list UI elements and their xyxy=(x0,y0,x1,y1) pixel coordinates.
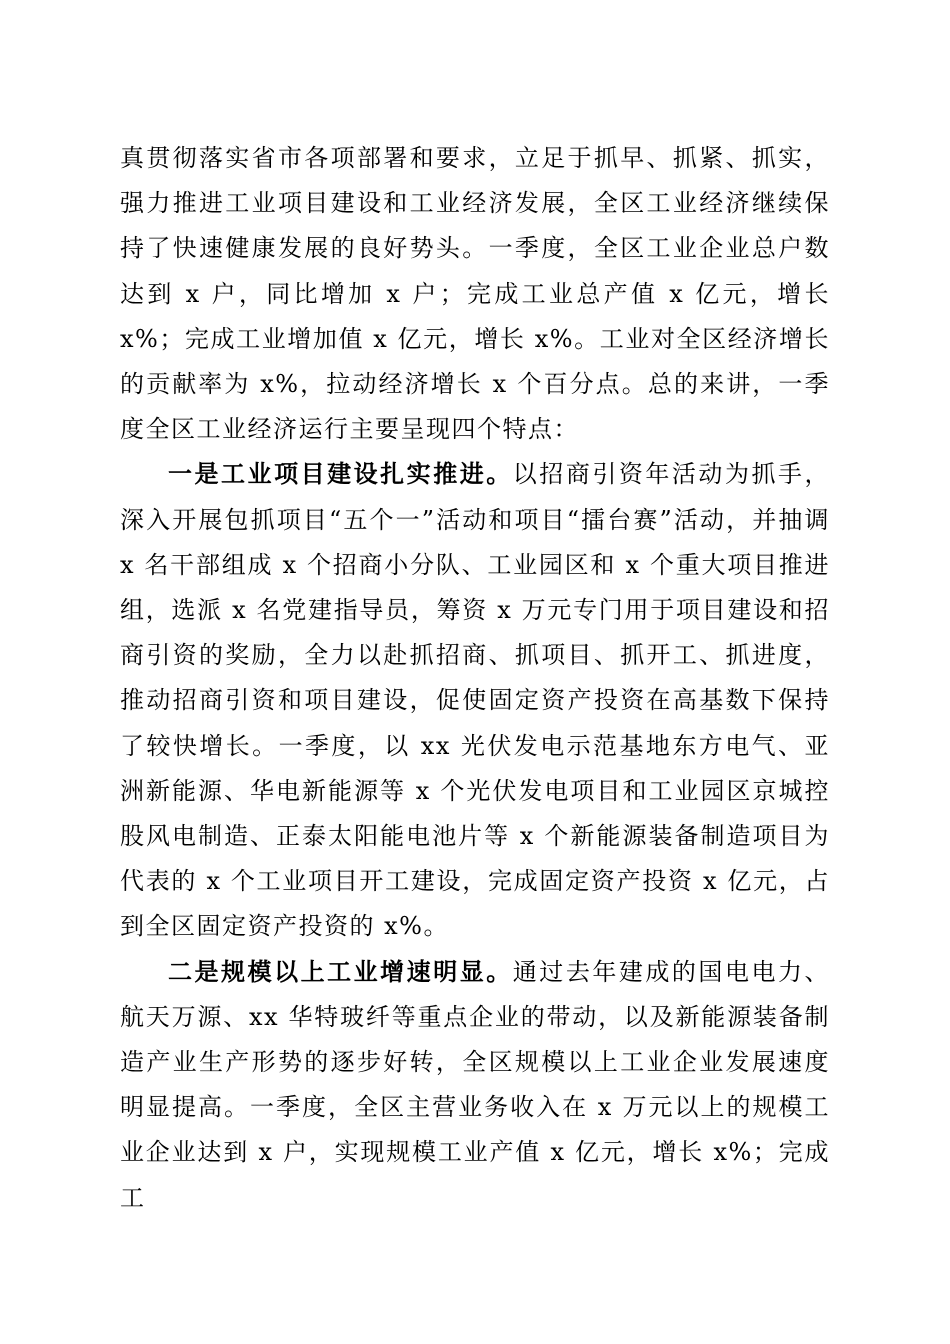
paragraph-intro-text: 真贯彻落实省市各项部署和要求，立足于抓早、抓紧、抓实，强力推进工业项目建设和工业经济发展，全区工业经济继续保持了快速健康发展的良好势头。一季度，全区工业企业总户数达到 x 户，同比增加 x 户；完成工业总产值 x 亿元，增长 x%；完成工业增加值 x 亿元，增长 x%。工业对全区经济增长的贡献率为 x%，拉动经济增长 x 个百分点。总的来讲，一季度全区工业经济运行主要呈现四个特点： xyxy=(120,144,830,444)
paragraph-point-2-text: 通过去年建成的国电电力、航天万源、xx 华特玻纤等重点企业的带动，以及新能源装备制造产业生产形势的逐步好转，全区规模以上工业企业发展速度明显提高。一季度，全区主营业务收入在 x 万元以上的规模工业企业达到 x 户，实现规模工业产值 x 亿元，增长 x%；完成工 xyxy=(120,957,831,1212)
paragraph-point-1-heading: 一是工业项目建设扎实推进。 xyxy=(168,460,513,489)
paragraph-point-2-heading: 二是规模以上工业增速明显。 xyxy=(168,957,513,986)
paragraph-point-2 xyxy=(120,950,830,1221)
paragraph-point-1 xyxy=(120,452,830,949)
paragraph-intro xyxy=(120,136,830,452)
paragraph-point-1-text: 以招商引资年活动为抓手，深入开展包抓项目“五个一”活动和项目“擂台赛”活动，并抽调 x 名干部组成 x 个招商小分队、工业园区和 x 个重大项目推进组，选派 x 名党建指导员，筹资 x 万元专门用于项目建设和招商引资的奖励，全力以赴抓招商、抓项目、抓开工、抓进度，推动招商引资和项目建设，促使固定资产投资在高基数下保持了较快增长。一季度，以 xx 光伏发电示范基地东方电气、亚洲新能源、华电新能源等 x 个光伏发电项目和工业园区京城控股风电制造、正泰太阳能电池片等 x 个新能源装备制造项目为代表的 x 个工业项目开工建设，完成固定资产投资 x 亿元，占到全区固定资产投资的 x%。 xyxy=(120,460,831,941)
document-body xyxy=(120,136,830,1221)
